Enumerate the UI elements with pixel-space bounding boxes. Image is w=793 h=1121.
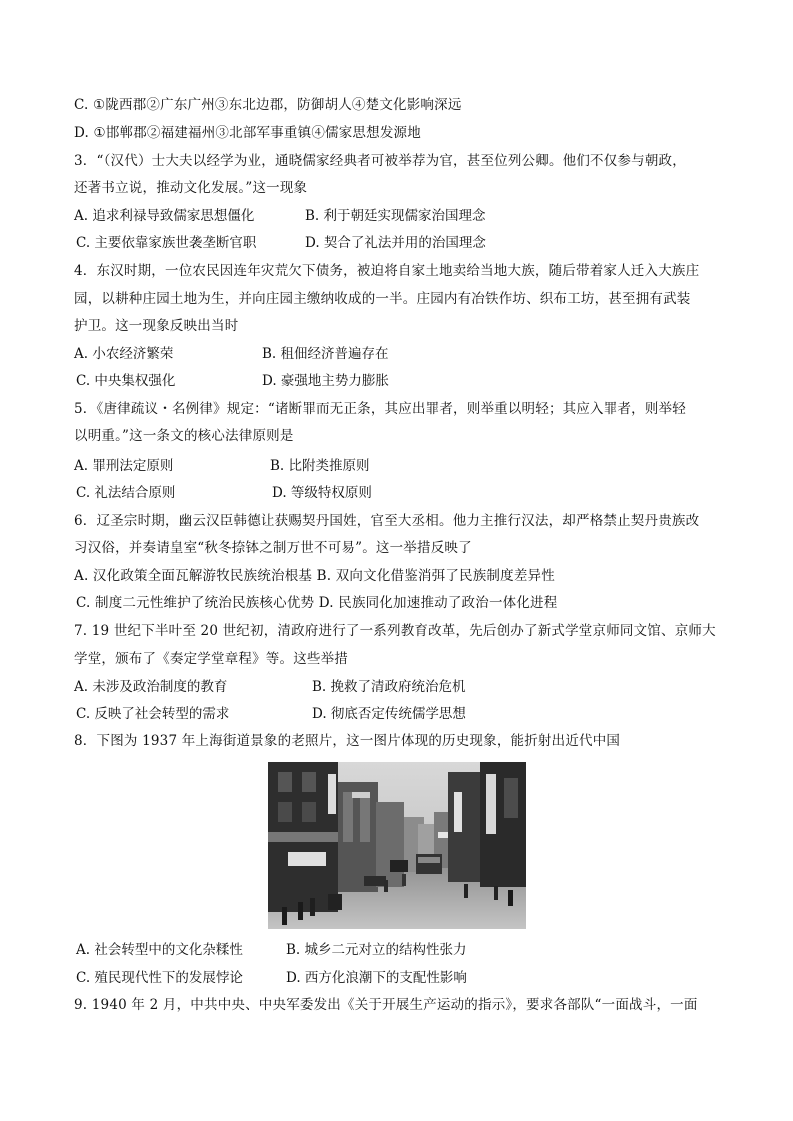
q4-option-a: A. 小农经济繁荣 [74, 346, 174, 362]
q8-option-a: A. 社会转型中的文化杂糅性 [76, 942, 243, 958]
q3-option-c: C. 主要依靠家族世袭垄断官职 [76, 235, 257, 251]
q6-stem-line2: 习汉俗，并奏请皇室“秋冬捺钵之制万世不可易”。这一举措反映了 [74, 540, 472, 556]
q4-stem-line2: 园，以耕种庄园土地为生，并向庄园主缴纳收成的一半。庄园内有冶铁作坊、织布工坊，甚至拥有武装 [74, 291, 691, 307]
q6-stem-line1: 6．辽圣宗时期，幽云汉臣韩德让获赐契丹国姓，官至大丞相。他力主推行汉法，却严格禁止契丹贵族改 [74, 513, 700, 529]
q2-option-d: D. ①邯郸郡②福建福州③北部军事重镇④儒家思想发源地 [74, 125, 421, 141]
q8-option-c: C. 殖民现代性下的发展悖论 [76, 970, 243, 986]
q8-option-d: D. 西方化浪潮下的支配性影响 [286, 970, 467, 986]
q4-stem-line3: 护卫。这一现象反映出当时 [74, 318, 239, 334]
q5-option-d: D. 等级特权原则 [272, 485, 372, 501]
q4-stem-line1: 4．东汉时期，一位农民因连年灾荒欠下债务，被迫将自家土地卖给当地大族，随后带着家人迁入大族庄 [74, 263, 700, 279]
q7-option-a: A. 未涉及政治制度的教育 [74, 679, 228, 695]
q5-stem-line2: 以明重。”这一条文的核心法律原则是 [74, 428, 294, 444]
q4-option-d: D. 豪强地主势力膨胀 [262, 373, 389, 389]
q5-option-c: C. 礼法结合原则 [76, 485, 176, 501]
q9-stem-line1: 9. 1940 年 2 月，中共中央、中央军委发出《关于开展生产运动的指示》，要求各部队“一面战斗，一面 [74, 997, 698, 1013]
q3-option-d: D. 契合了礼法并用的治国理念 [305, 235, 486, 251]
q4-option-b: B. 租佃经济普遍存在 [262, 346, 389, 362]
q3-option-a: A. 追求利禄导致儒家思想僵化 [74, 208, 255, 224]
shanghai-street-photo [268, 762, 526, 929]
q3-stem-line2: 还著书立说，推动文化发展。”这一现象 [74, 180, 308, 196]
q5-option-a: A. 罪刑法定原则 [74, 458, 174, 474]
q7-stem-line2: 学堂，颁布了《奏定学堂章程》等。这些举措 [74, 651, 348, 667]
q6-options-ab: A. 汉化政策全面瓦解游牧民族统治根基 B. 双向文化借鉴消弭了民族制度差异性 [74, 568, 555, 584]
q6-options-cd: C. 制度二元性维护了统治民族核心优势 D. 民族同化加速推动了政治一体化进程 [76, 595, 558, 611]
q2-option-c: C. ①陇西郡②广东广州③东北边郡，防御胡人④楚文化影响深远 [74, 97, 462, 113]
q3-option-b: B. 利于朝廷实现儒家治国理念 [305, 208, 486, 224]
q3-stem-line1: 3．“（汉代）士大夫以经学为业，通晓儒家经典者可被举荐为官，甚至位列公卿。他们不仅参与朝政， [74, 153, 686, 169]
q7-option-d: D. 彻底否定传统儒学思想 [312, 706, 466, 722]
q5-option-b: B. 比附类推原则 [270, 458, 370, 474]
q5-stem-line1: 5．《唐律疏议・名例律》规定：“诸断罪而无正条，其应出罪者，则举重以明轻；其应入罪者，则举轻 [74, 401, 686, 417]
q7-stem-line1: 7. 19 世纪下半叶至 20 世纪初，清政府进行了一系列教育改革，先后创办了新式学堂京师同文馆、京师大 [74, 623, 716, 639]
q8-option-b: B. 城乡二元对立的结构性张力 [286, 942, 467, 958]
q7-option-b: B. 挽救了清政府统治危机 [312, 679, 466, 695]
q8-stem-line1: 8．下图为 1937 年上海街道景象的老照片，这一图片体现的历史现象，能折射出近代中国 [74, 733, 621, 749]
q7-option-c: C. 反映了社会转型的需求 [76, 706, 230, 722]
q4-option-c: C. 中央集权强化 [76, 373, 176, 389]
